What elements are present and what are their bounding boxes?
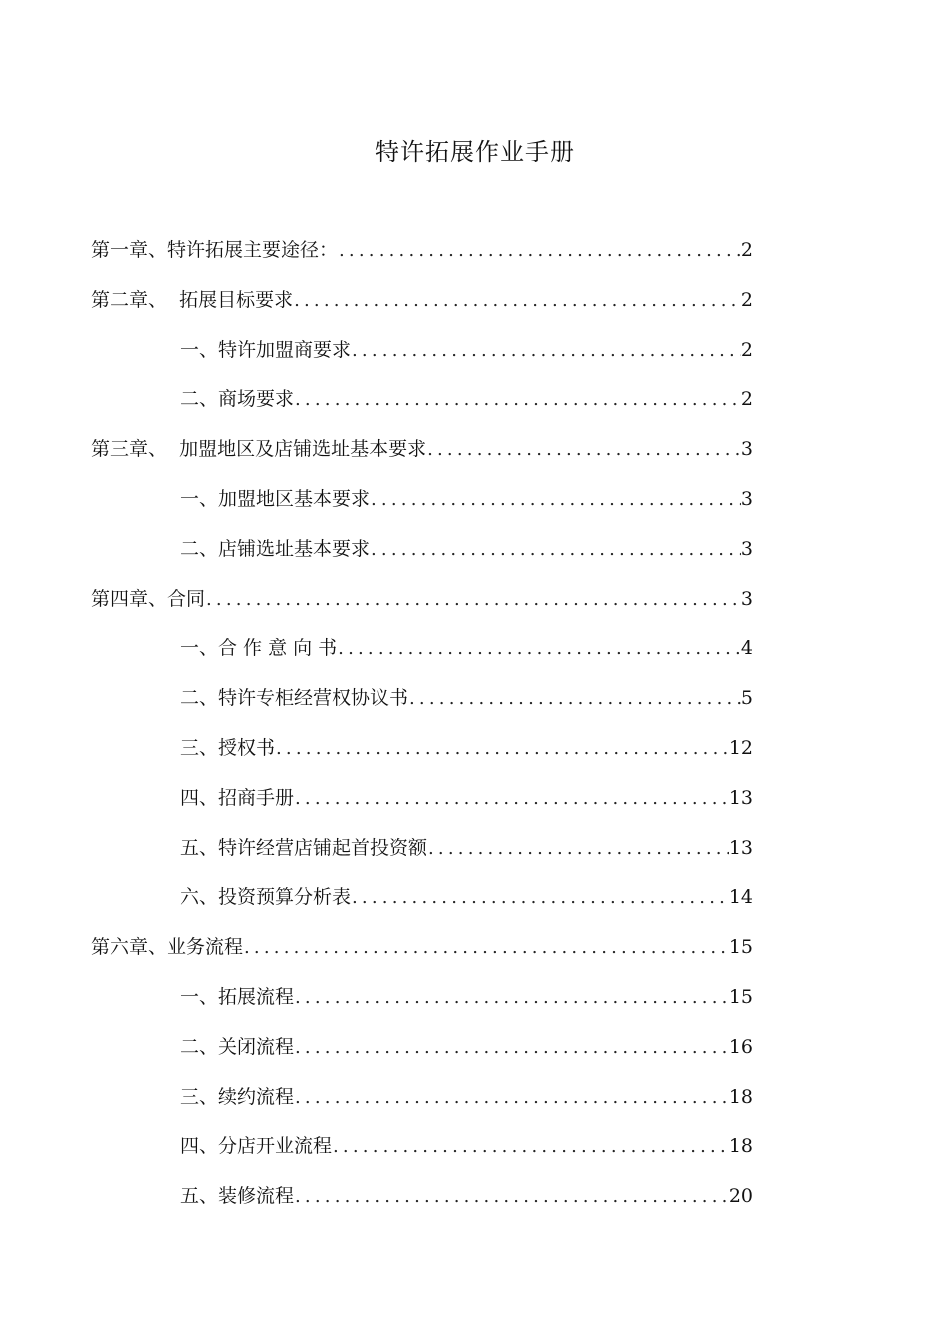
toc-entry-label: 一、特许加盟商要求 bbox=[180, 338, 352, 361]
toc-subentry[interactable] bbox=[91, 778, 753, 828]
toc-entry-label: 第一章、特许拓展主要途径： bbox=[91, 239, 339, 261]
toc-leader-dots bbox=[294, 281, 741, 321]
toc-leader-dots bbox=[427, 430, 741, 470]
toc-entry-page: 16 bbox=[728, 1035, 753, 1058]
toc-entry-page: 4 bbox=[740, 637, 753, 660]
toc-entry-page: 2 bbox=[740, 288, 753, 311]
toc-entry[interactable] bbox=[91, 230, 753, 280]
toc-entry-page: 18 bbox=[728, 1135, 753, 1158]
toc-entry[interactable] bbox=[91, 280, 753, 330]
toc-subentry[interactable] bbox=[91, 1077, 753, 1127]
toc-entry-page: 18 bbox=[728, 1085, 753, 1108]
toc-leader-dots bbox=[371, 530, 741, 570]
toc-subentry[interactable] bbox=[91, 529, 753, 579]
toc-entry-page: 15 bbox=[728, 936, 753, 959]
toc-entry-label: 四、分店开业流程 bbox=[180, 1135, 333, 1158]
toc-entry-label: 一、拓展流程 bbox=[180, 985, 295, 1008]
toc-entry-page: 2 bbox=[740, 388, 753, 411]
toc-entry-page: 13 bbox=[728, 786, 753, 809]
toc-entry-page: 3 bbox=[740, 487, 753, 510]
toc-entry[interactable] bbox=[91, 579, 753, 629]
toc-subentry[interactable] bbox=[91, 379, 753, 429]
toc-leader-dots bbox=[339, 231, 741, 271]
toc-leader-dots bbox=[295, 1078, 729, 1118]
toc-leader-dots bbox=[295, 978, 729, 1018]
toc-entry-label: 六、投资预算分析表 bbox=[180, 886, 352, 909]
toc-leader-dots bbox=[295, 380, 741, 420]
toc-entry-label: 第二章、 拓展目标要求 bbox=[91, 288, 294, 311]
toc-entry-label: 二、特许专柜经营权协议书 bbox=[180, 687, 409, 710]
toc-entry[interactable] bbox=[91, 927, 753, 977]
toc-entry-label: 二、店铺选址基本要求 bbox=[180, 537, 371, 560]
toc-entry-page: 14 bbox=[728, 886, 753, 909]
toc-subentry[interactable] bbox=[91, 479, 753, 529]
toc-subentry[interactable] bbox=[91, 828, 753, 878]
toc-leader-dots bbox=[352, 331, 741, 371]
toc-subentry[interactable] bbox=[91, 977, 753, 1027]
toc-entry-label: 五、装修流程 bbox=[180, 1185, 295, 1208]
toc-leader-dots bbox=[409, 679, 741, 719]
toc-subentry[interactable] bbox=[91, 728, 753, 778]
toc-entry-page: 12 bbox=[728, 736, 753, 759]
toc-subentry[interactable] bbox=[91, 330, 753, 380]
toc-entry-label: 二、关闭流程 bbox=[180, 1035, 295, 1058]
toc-entry-label: 四、招商手册 bbox=[180, 786, 295, 809]
toc-subentry[interactable] bbox=[91, 877, 753, 927]
toc-entry-label: 三、授权书 bbox=[180, 736, 276, 759]
toc-leader-dots bbox=[295, 1177, 729, 1217]
toc-subentry[interactable] bbox=[91, 1027, 753, 1077]
toc-entry-page: 2 bbox=[740, 239, 753, 261]
toc-entry-label: 第三章、 加盟地区及店铺选址基本要求 bbox=[91, 438, 427, 461]
toc-leader-dots bbox=[428, 829, 729, 869]
toc-subentry[interactable] bbox=[91, 1176, 753, 1226]
document-title: 特许拓展作业手册 bbox=[375, 138, 575, 166]
table-of-contents bbox=[91, 230, 753, 1226]
toc-subentry[interactable] bbox=[91, 1126, 753, 1176]
toc-entry-page: 3 bbox=[740, 438, 753, 461]
toc-entry-label: 一、加盟地区基本要求 bbox=[180, 487, 371, 510]
toc-entry[interactable] bbox=[91, 429, 753, 479]
toc-leader-dots bbox=[295, 1028, 729, 1068]
toc-entry-label: 第四章、合同 bbox=[91, 587, 206, 610]
toc-leader-dots bbox=[333, 1127, 729, 1167]
toc-entry-page: 3 bbox=[740, 537, 753, 560]
toc-entry-label: 第六章、业务流程 bbox=[91, 936, 244, 959]
toc-entry-page: 3 bbox=[740, 587, 753, 610]
toc-leader-dots bbox=[276, 729, 729, 769]
toc-subentry[interactable] bbox=[91, 628, 753, 678]
toc-subentry[interactable] bbox=[91, 678, 753, 728]
toc-entry-page: 13 bbox=[728, 836, 753, 859]
toc-leader-dots bbox=[338, 629, 741, 669]
toc-leader-dots bbox=[206, 580, 741, 620]
toc-entry-label: 三、续约流程 bbox=[180, 1085, 295, 1108]
toc-entry-page: 20 bbox=[728, 1185, 753, 1208]
toc-entry-label: 二、商场要求 bbox=[180, 388, 295, 411]
toc-leader-dots bbox=[352, 878, 729, 918]
toc-entry-page: 5 bbox=[740, 687, 753, 710]
toc-entry-page: 15 bbox=[728, 985, 753, 1008]
toc-leader-dots bbox=[295, 779, 729, 819]
toc-leader-dots bbox=[244, 928, 729, 968]
toc-leader-dots bbox=[371, 480, 741, 520]
toc-entry-page: 2 bbox=[740, 338, 753, 361]
toc-entry-label: 一、合 作 意 向 书 bbox=[180, 637, 338, 660]
toc-entry-label: 五、特许经营店铺起首投资额 bbox=[180, 836, 428, 859]
